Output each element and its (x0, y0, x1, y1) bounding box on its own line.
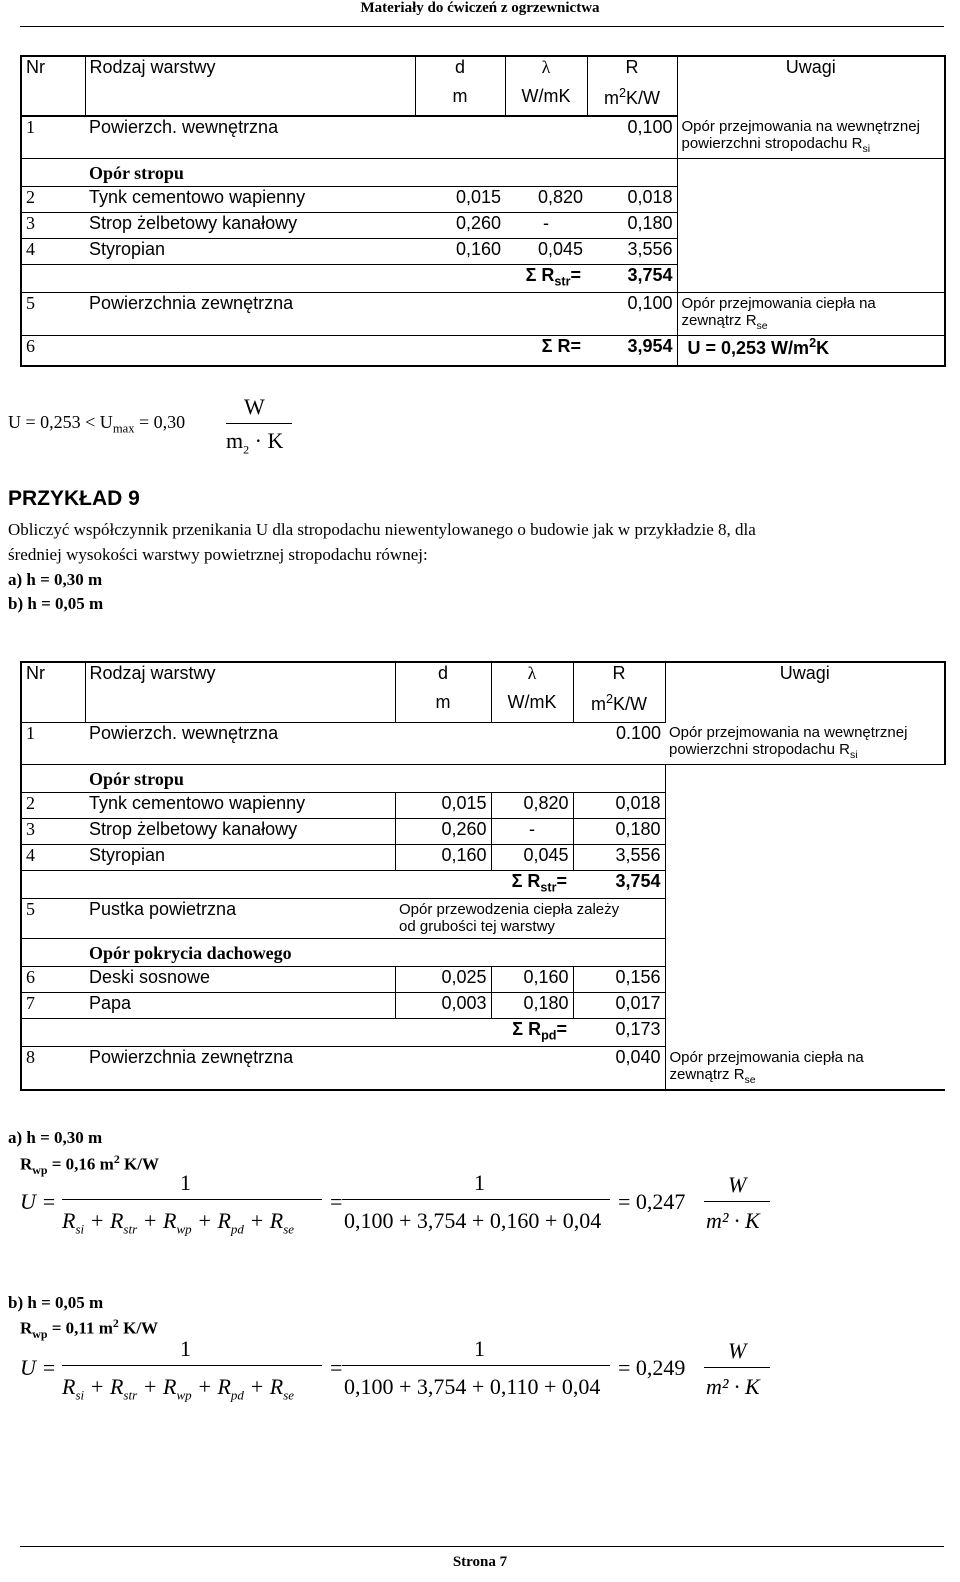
calc-b-num1: 1 (180, 1336, 191, 1361)
header-rule (20, 26, 944, 27)
row-note: Opór przejmowania na wewnętrznej powierzchni stropodachu $R_{si}$ (677, 116, 945, 159)
section-title: Opór stropu (85, 159, 587, 187)
table-row: Nr Rodzaj warstwy d λ R Uwagi (21, 662, 945, 692)
row-r: 0,100 (587, 116, 677, 159)
u-result: U = 0,253 $W/m^2K$ (677, 336, 945, 366)
u-check-fraction-line (226, 423, 292, 424)
calc-b-num2: 1 (474, 1336, 485, 1361)
table-2 (20, 661, 946, 1091)
header-title: Materiały do ćwiczeń z ogrzewnictwa (360, 0, 600, 16)
table-row (21, 159, 945, 187)
table-row: 6 Σ R= 3,954 U = 0,253 $W/m^2K$ (21, 336, 945, 366)
calc-a-num1: 1 (180, 1170, 191, 1195)
unit-d: m (415, 86, 505, 116)
calc-a-den2: 0,100 + 3,754 + 0,160 + 0,04 (344, 1208, 602, 1233)
example-case-b: b) h = 0,05 m (8, 594, 104, 613)
table-row (21, 939, 945, 967)
table-row: m W/mK $m^2K/W$ (21, 692, 945, 722)
table-row: 6 Deski sosnowe 0,025 0,160 0,156 (21, 967, 945, 993)
example-line-1: Obliczyć współczynnik przenikania U dla stropodachu niewentylowanego o budowie jak w przykładzie 8, dla (8, 520, 756, 539)
calc-a-num2: 1 (474, 1170, 485, 1195)
unit-r: $m^2K/W$ (587, 86, 677, 116)
table-row: 5 Pustka powietrzna Opór przewodzenia ciepła zależy od grubości tej warstwy (21, 899, 945, 939)
table-1 (20, 55, 946, 367)
calc-b-unit-den: m² · K (706, 1374, 760, 1399)
example-line-2: średniej wysokości warstwy powietrznej stropodachu równej: (8, 545, 428, 564)
table-row: 4 Styropian 0,160 0,045 3,556 (21, 239, 945, 265)
calc-b-rwp: $R_{wp} = 0,11$ $m^2$ K/W (20, 1316, 159, 1342)
table-row: 4 Styropian 0,160 0,045 3,556 (21, 845, 945, 871)
calc-b-den1: $R_{si} + R_{str} + R_{wp} + R_{pd} + R_{se}$ (62, 1374, 295, 1403)
calc-b-case: b) h = 0,05 m (8, 1293, 104, 1312)
row-nr: 1 (21, 116, 85, 159)
unit-lambda: W/mK (505, 86, 587, 116)
table-row: 8 Powierzchnia zewnętrzna 0,040 Opór przejmowania ciepła na zewnątrz $R_{se}$ (21, 1047, 945, 1090)
page-number: Strona 7 (452, 1554, 508, 1570)
example-title: PRZYKŁAD 9 (8, 487, 140, 510)
header-d: d (415, 56, 505, 86)
calc-a-u: U = (20, 1189, 57, 1214)
table-row (21, 56, 945, 86)
calc-b-unit-num: W (728, 1338, 747, 1363)
sum-r-label: Σ R= (85, 336, 587, 366)
table-row: 3 Strop żelbetowy kanałowy 0,260 - 0,180 (21, 213, 945, 239)
table-row (21, 765, 945, 793)
header-r: R (587, 56, 677, 86)
calc-b-u: U = (20, 1355, 57, 1380)
calc-a-rwp: $R_{wp} = 0,16$ $m^2$ K/W (20, 1152, 159, 1178)
section-title: Opór stropu (85, 765, 573, 793)
table-row: 7 Papa 0,003 0,180 0,017 (21, 993, 945, 1019)
example-case-a: a) h = 0,30 m (8, 570, 103, 589)
header-nr: Nr (21, 56, 85, 86)
header-uwagi: Uwagi (677, 56, 945, 116)
table-row (21, 265, 945, 293)
table-row: Σ $R_{str}=$ 3,754 (21, 871, 945, 899)
table-row: Σ $R_{pd}=$ 0,173 (21, 1019, 945, 1047)
calc-b-result: = 0,249 (618, 1355, 686, 1380)
section-title: Opór pokrycia dachowego (85, 939, 573, 967)
table-row: 3 Strop żelbetowy kanałowy 0,260 - 0,180 (21, 819, 945, 845)
calc-a-case: a) h = 0,30 m (8, 1128, 103, 1147)
row-note: Opór przejmowania ciepła na zewnątrz $R_{se}$ (677, 293, 945, 336)
header-rodzaj: Rodzaj warstwy (85, 56, 415, 86)
header-lambda: λ (505, 56, 587, 86)
u-check-numerator: W (244, 394, 265, 419)
calc-b-den2: 0,100 + 3,754 + 0,110 + 0,04 (344, 1374, 601, 1399)
calc-a-unit-den: m² · K (706, 1208, 760, 1233)
sum-r-value: 3,954 (587, 336, 677, 366)
table-row: 5 Powierzchnia zewnętrzna 0,100 Opór przejmowania ciepła na zewnątrz $R_{se}$ (21, 293, 945, 336)
calc-a-result: = 0,247 (618, 1189, 686, 1214)
table-row (21, 116, 945, 159)
page-header (0, 0, 960, 22)
table-row: 2 Tynk cementowo wapienny 0,015 0,820 0,018 (21, 793, 945, 819)
calc-b-eq: = (330, 1355, 343, 1380)
u-check: $U = 0,253 < U_{max} = 0,30$ (8, 412, 186, 436)
table-row: 1 Powierzch. wewnętrzna 0.100 Opór przejmowania na wewnętrznej powierzchni stropodachu $R_{si}$ (21, 722, 945, 765)
calc-a-unit-num: W (728, 1172, 747, 1197)
table-row: 2 Tynk cementowo wapienny 0,015 0,820 0,018 (21, 187, 945, 213)
u-check-denominator: $m_2 \cdot K$ (226, 428, 284, 457)
calc-a-eq: = (330, 1189, 343, 1214)
sum-str-label: Σ $R_{str}=$ (85, 265, 587, 293)
row-name: Powierzch. wewnętrzna (85, 116, 587, 159)
sum-str-value: 3,754 (587, 265, 677, 293)
footer-rule (20, 1546, 944, 1547)
calc-a-den1: $R_{si} + R_{str} + R_{wp} + R_{pd} + R_{se}$ (62, 1208, 295, 1237)
